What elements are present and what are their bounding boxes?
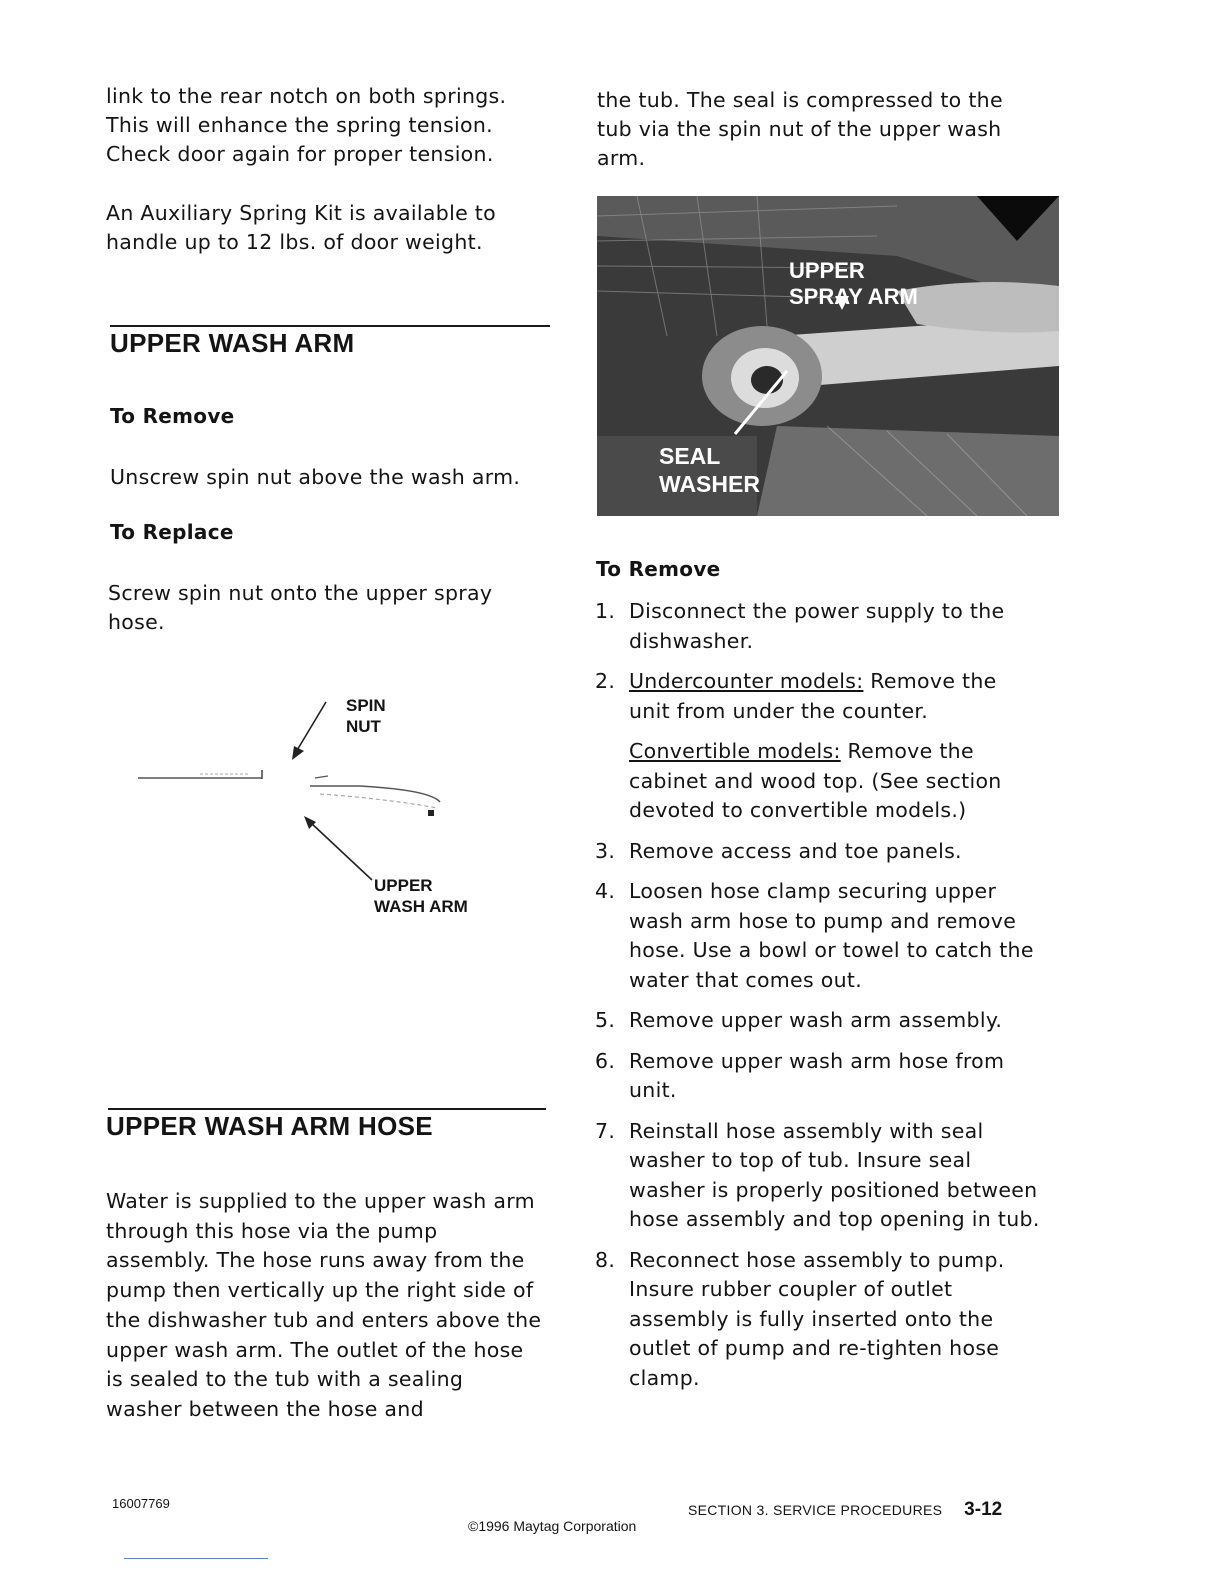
list-item — [595, 1047, 1040, 1106]
label-spin-nut — [346, 695, 386, 737]
step-number: 5. — [595, 1008, 616, 1032]
hose-description: Water is supplied to the upper wash arm through this hose via the pump assembly. The hose runs away from the pump then vertically up the right side of the dishwasher tub and enters above the upper wash arm. The outlet of the hose is sealed to the tub with a sealing washer between the hose and — [106, 1189, 542, 1421]
photo-label-upper-line2: SPRAY ARM — [789, 284, 918, 309]
upper-spray-arm-photo — [597, 196, 1059, 516]
step-number: 4. — [595, 879, 616, 903]
intro-paragraph-2: An Auxiliary Spring Kit is available to handle up to 12 lbs. of door weight. — [106, 201, 496, 254]
label-upper-wash-arm — [374, 875, 468, 917]
list-item — [595, 1006, 1040, 1036]
subheading-to-replace: To Replace — [110, 520, 234, 544]
footer-section-label: SECTION 3. SERVICE PROCEDURES — [688, 1502, 943, 1518]
subheading-to-remove-right: To Remove — [596, 557, 721, 581]
left-column — [106, 82, 551, 257]
step-text: Loosen hose clamp securing upper wash arm hose to pump and remove hose. Use a bowl or towel to catch the water that comes out. — [629, 879, 1034, 992]
list-item — [595, 667, 1040, 726]
label-upper-wash-arm-line2: WASH ARM — [374, 897, 468, 916]
subheading-to-remove-left: To Remove — [110, 404, 235, 428]
photo-label-upper-spray-arm — [789, 258, 918, 310]
section-title-upper-wash-arm-hose: UPPER WASH ARM HOSE — [106, 1111, 433, 1141]
step-number: 7. — [595, 1118, 616, 1143]
step-number: 3. — [595, 838, 616, 863]
intro-paragraph-1: link to the rear notch on both springs. This will enhance the spring tension. Check door again for proper tension. — [106, 84, 507, 166]
label-spin-nut-line1: SPIN — [346, 696, 386, 715]
list-item — [595, 877, 1040, 995]
step-text: Remove the cabinet and wood top. (See section devoted to convertible models.) — [629, 739, 1002, 822]
step-text: Reconnect hose assembly to pump. Insure rubber coupler of outlet assembly is fully inserted onto the outlet of pump and re-tighten hose clamp. — [629, 1247, 1005, 1390]
footer-copyright: ©1996 Maytag Corporation — [468, 1518, 637, 1534]
list-item — [595, 597, 1040, 656]
step-number: 8. — [595, 1247, 616, 1272]
replace-instruction: Screw spin nut onto the upper spray hose. — [108, 581, 493, 634]
footer-doc-number: 16007769 — [112, 1496, 170, 1511]
section-divider-hose — [108, 1108, 546, 1110]
continued-paragraph: the tub. The seal is compressed to the tub via the spin nut of the upper wash arm. — [597, 88, 1003, 170]
list-item — [595, 737, 1040, 826]
list-item — [595, 837, 1040, 867]
photo-label-upper-line1: UPPER — [789, 258, 865, 283]
footer-page-number: 3-12 — [964, 1499, 1003, 1520]
removal-steps-list — [595, 597, 1040, 1404]
step-number: 1. — [595, 599, 616, 623]
footer-section — [688, 1499, 1002, 1521]
step-lead: Convertible models: — [629, 739, 841, 763]
remove-instruction: Unscrew spin nut above the wash arm. — [110, 465, 521, 489]
list-item — [595, 1246, 1040, 1394]
section-title-upper-wash-arm: UPPER WASH ARM — [110, 328, 355, 358]
step-text: Remove access and toe panels. — [629, 838, 962, 863]
photo-label-seal-washer — [659, 442, 760, 498]
step-text: Reinstall hose assembly with seal washer to top of tub. Insure seal washer is properly positioned between hose assembly and top opening in tub. — [629, 1118, 1040, 1231]
step-text: Remove upper wash arm hose from unit. — [629, 1048, 1005, 1102]
label-upper-wash-arm-line1: UPPER — [374, 876, 433, 895]
step-number: 2. — [595, 669, 616, 693]
step-text: Disconnect the power supply to the dishwasher. — [629, 599, 1005, 653]
label-spin-nut-line2: NUT — [346, 717, 381, 736]
footer-underline — [124, 1558, 268, 1559]
step-number: 6. — [595, 1048, 616, 1073]
spin-nut-diagram — [110, 690, 510, 930]
list-item — [595, 1117, 1040, 1235]
photo-label-seal-line1: SEAL — [659, 443, 721, 469]
step-text: Remove the unit from under the counter. — [629, 669, 997, 723]
step-lead: Undercounter models: — [629, 669, 864, 693]
photo-label-seal-line2: WASHER — [659, 471, 760, 497]
step-text: Remove upper wash arm assembly. — [629, 1008, 1003, 1032]
section-divider-upper-wash-arm — [110, 325, 550, 327]
